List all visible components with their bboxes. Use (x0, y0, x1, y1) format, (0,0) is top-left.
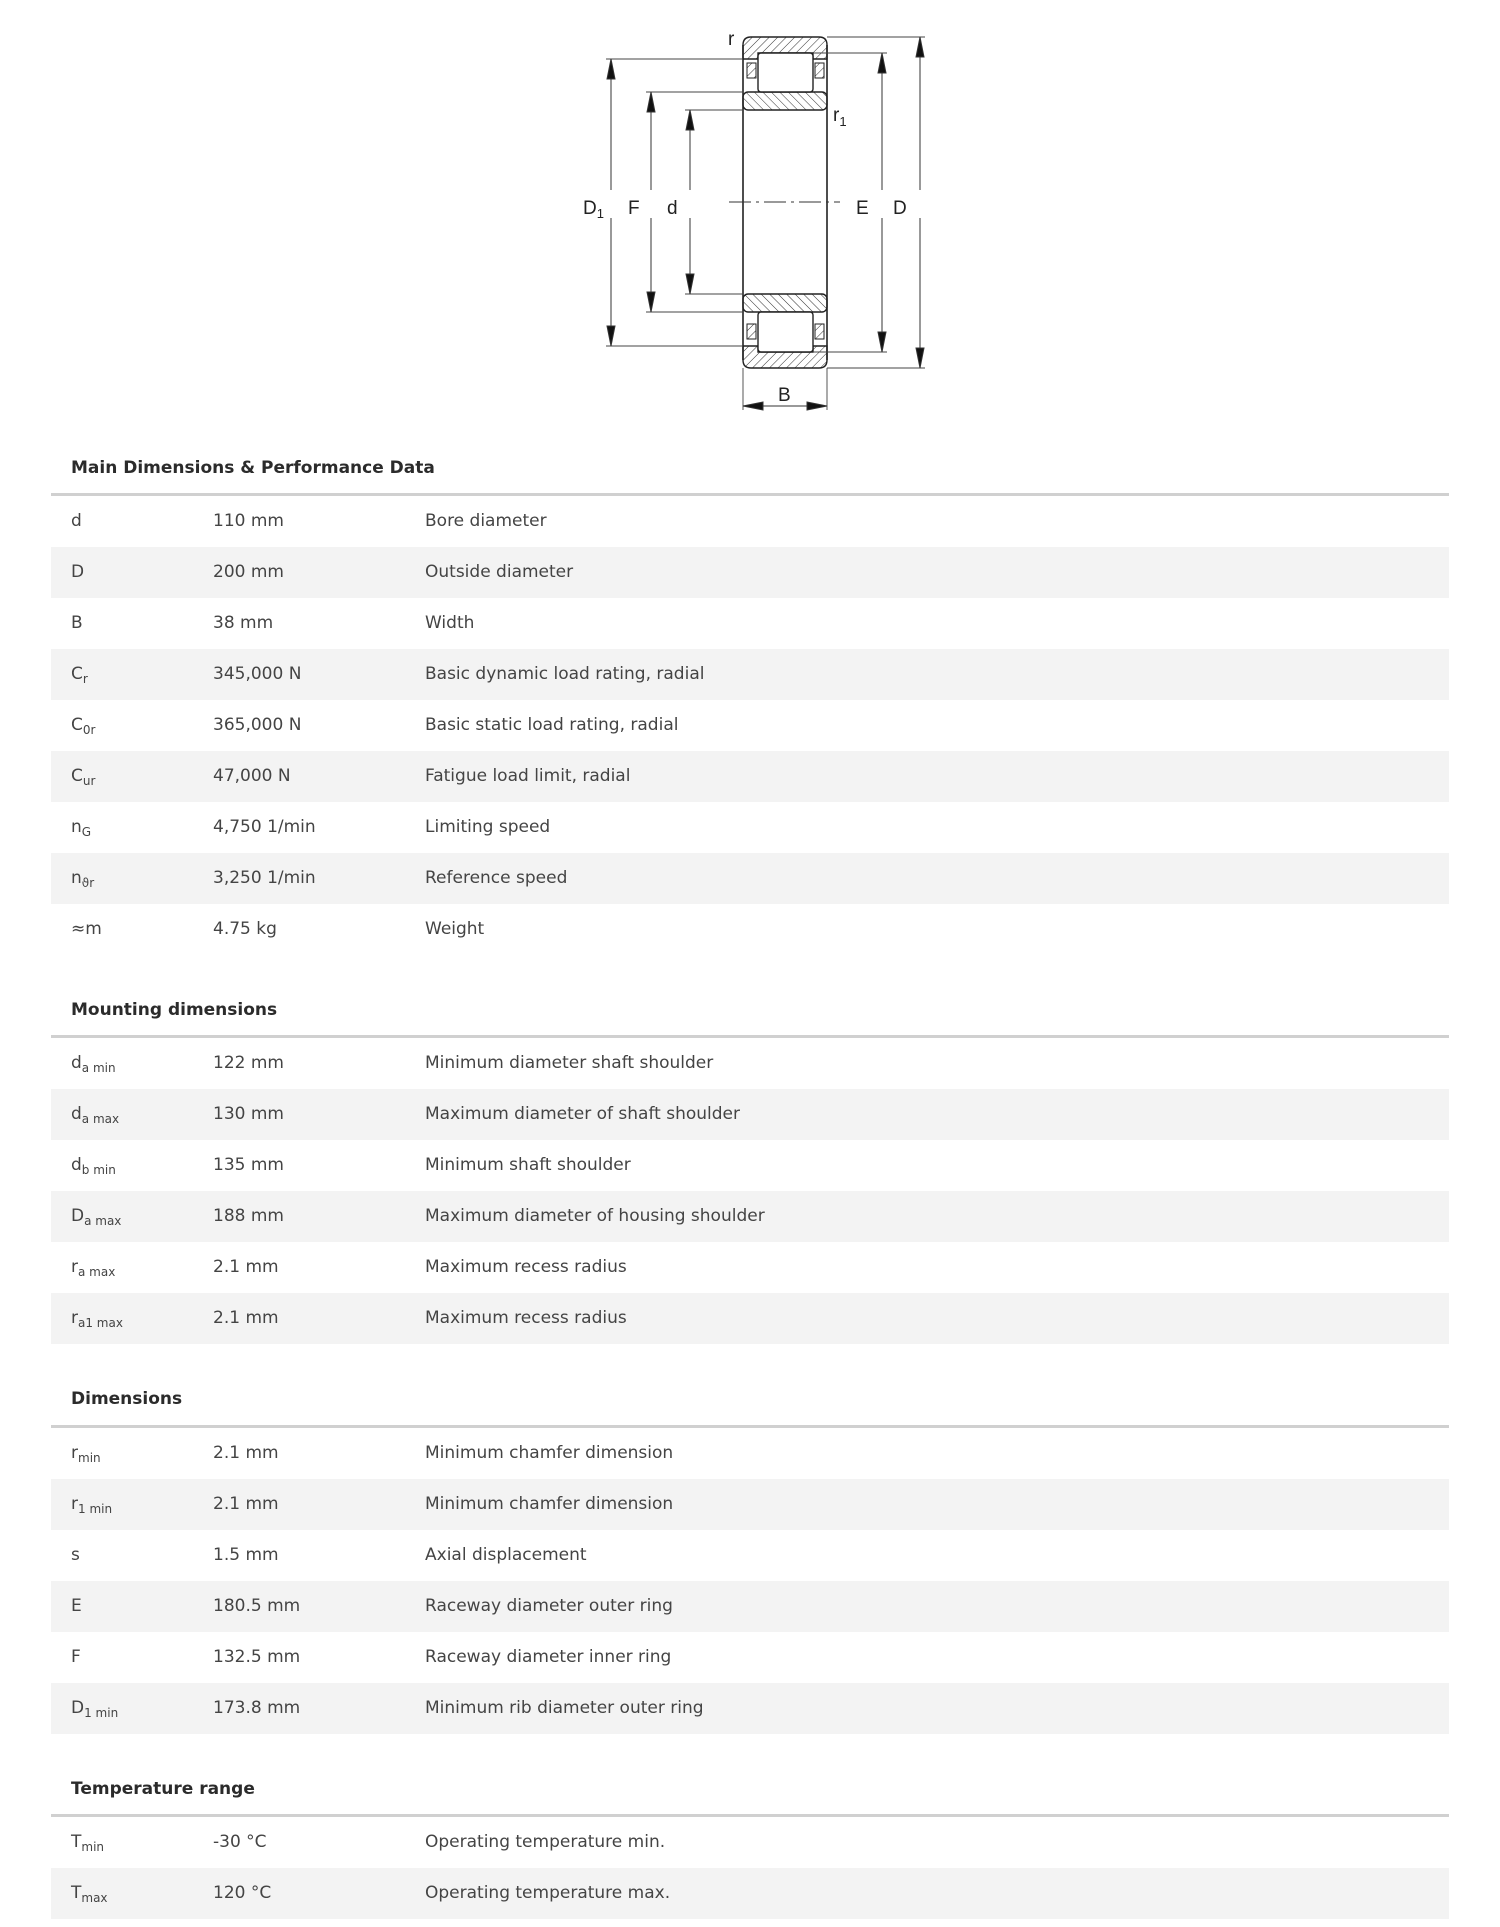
table-row (51, 1632, 1449, 1683)
table-row (51, 1683, 1449, 1734)
symbol-base: d (71, 1053, 82, 1073)
row-value: -30 °C (213, 1832, 267, 1852)
symbol-subscript: a min (81, 1061, 116, 1075)
cage-bottom-left (747, 324, 756, 339)
symbol-base: d (71, 511, 82, 531)
table-row (51, 1817, 1449, 1868)
symbol-base: T (71, 1832, 82, 1852)
symbol-subscript: a max (84, 1214, 122, 1228)
symbol-subscript: 1 min (78, 1502, 113, 1516)
row-symbol (71, 1683, 118, 1734)
row-symbol (71, 700, 95, 751)
label-r1-sub: 1 (839, 114, 847, 129)
symbol-subscript: 0r (82, 723, 96, 737)
row-symbol (71, 1293, 123, 1344)
row-value: 2.1 mm (213, 1257, 279, 1277)
row-symbol (71, 1479, 112, 1530)
symbol-base: C (71, 766, 83, 786)
symbol-base: s (71, 1545, 80, 1565)
row-symbol (71, 853, 94, 904)
symbol-base: r (71, 1443, 78, 1463)
row-symbol (71, 1242, 115, 1293)
bearing-cross-section-diagram (560, 20, 960, 420)
cage-top-right (815, 63, 824, 78)
row-description: Operating temperature min. (425, 1832, 666, 1852)
row-description: Width (425, 613, 475, 633)
row-symbol (71, 1868, 108, 1919)
symbol-subscript: ϑr (81, 876, 95, 890)
label-D: D (893, 198, 907, 219)
symbol-base: n (71, 868, 82, 888)
row-value: 4.75 kg (213, 919, 277, 939)
spec-table (51, 496, 1449, 955)
row-description: Maximum diameter of housing shoulder (425, 1206, 765, 1226)
label-F: F (628, 198, 640, 219)
row-value: 200 mm (213, 562, 284, 582)
symbol-base: T (71, 1883, 82, 1903)
row-description: Minimum diameter shaft shoulder (425, 1053, 714, 1073)
label-B: B (778, 385, 791, 406)
table-row (51, 649, 1449, 700)
symbol-base: E (71, 1596, 82, 1616)
symbol-subscript: b min (81, 1163, 116, 1177)
row-symbol (71, 802, 91, 853)
row-symbol (71, 751, 95, 802)
row-value: 188 mm (213, 1206, 284, 1226)
symbol-base: d (71, 1155, 82, 1175)
label-E: E (856, 198, 869, 219)
row-value: 110 mm (213, 511, 284, 531)
row-description: Raceway diameter outer ring (425, 1596, 673, 1616)
row-description: Operating temperature max. (425, 1883, 671, 1903)
label-r1-base: r (833, 105, 840, 126)
row-value: 47,000 N (213, 766, 291, 786)
section-title: Temperature range (71, 1779, 255, 1799)
symbol-base: D (71, 1206, 85, 1226)
table-row (51, 1868, 1449, 1919)
row-description: Weight (425, 919, 485, 939)
row-value: 2.1 mm (213, 1443, 279, 1463)
symbol-subscript: 1 min (84, 1706, 119, 1720)
symbol-base: d (71, 1104, 82, 1124)
table-row (51, 1140, 1449, 1191)
spec-table (51, 1038, 1449, 1344)
table-row (51, 1191, 1449, 1242)
row-value: 130 mm (213, 1104, 284, 1124)
row-value: 345,000 N (213, 664, 302, 684)
symbol-base: D (71, 562, 85, 582)
row-symbol (71, 1581, 82, 1632)
row-value: 365,000 N (213, 715, 302, 735)
label-D1-sub: 1 (596, 206, 604, 221)
row-symbol (71, 904, 102, 955)
label-D1-base: D (583, 198, 597, 219)
table-row (51, 1089, 1449, 1140)
table-row (51, 1581, 1449, 1632)
table-row (51, 1479, 1449, 1530)
label-d: d (667, 198, 678, 219)
row-symbol (71, 598, 83, 649)
row-value: 4,750 1/min (213, 817, 316, 837)
section-title: Mounting dimensions (71, 1000, 278, 1020)
row-description: Raceway diameter inner ring (425, 1647, 672, 1667)
row-description: Axial displacement (425, 1545, 587, 1565)
table-row (51, 700, 1449, 751)
row-symbol (71, 1632, 81, 1683)
label-D1 (583, 198, 604, 221)
symbol-subscript: ur (82, 774, 96, 788)
row-description: Minimum shaft shoulder (425, 1155, 631, 1175)
row-symbol (71, 1817, 104, 1868)
cage-bottom-right (815, 324, 824, 339)
symbol-subscript: r (82, 672, 88, 686)
row-description: Limiting speed (425, 817, 551, 837)
symbol-base: r (71, 1257, 78, 1277)
inner-ring-top (743, 92, 827, 110)
roller-bottom (758, 312, 813, 352)
spec-table (51, 1428, 1449, 1734)
symbol-subscript: a max (78, 1265, 116, 1279)
table-row (51, 1242, 1449, 1293)
row-symbol (71, 1530, 80, 1581)
row-value: 173.8 mm (213, 1698, 301, 1718)
row-description: Minimum chamfer dimension (425, 1494, 674, 1514)
table-row (51, 751, 1449, 802)
cage-top-left (747, 63, 756, 78)
row-symbol (71, 496, 82, 547)
table-row (51, 1530, 1449, 1581)
section-title: Main Dimensions & Performance Data (71, 458, 435, 478)
row-description: Minimum rib diameter outer ring (425, 1698, 704, 1718)
symbol-subscript: min (81, 1840, 105, 1854)
row-symbol (71, 649, 88, 700)
row-description: Maximum diameter of shaft shoulder (425, 1104, 740, 1124)
symbol-base: D (71, 1698, 85, 1718)
symbol-base: r (71, 1308, 78, 1328)
row-description: Reference speed (425, 868, 568, 888)
table-row (51, 802, 1449, 853)
row-description: Minimum chamfer dimension (425, 1443, 674, 1463)
table-row (51, 1293, 1449, 1344)
row-value: 132.5 mm (213, 1647, 301, 1667)
symbol-base: F (71, 1647, 81, 1667)
table-row (51, 904, 1449, 955)
table-row (51, 1038, 1449, 1089)
row-value: 38 mm (213, 613, 274, 633)
label-r: r (728, 29, 735, 50)
table-row (51, 547, 1449, 598)
row-value: 180.5 mm (213, 1596, 301, 1616)
table-row (51, 1428, 1449, 1479)
row-description: Bore diameter (425, 511, 547, 531)
row-symbol (71, 1191, 121, 1242)
symbol-base: ≈m (71, 919, 102, 939)
symbol-base: B (71, 613, 83, 633)
roller-top (758, 53, 813, 92)
symbol-subscript: max (81, 1891, 108, 1905)
row-symbol (71, 1140, 116, 1191)
symbol-base: n (71, 817, 82, 837)
table-row (51, 598, 1449, 649)
label-r1 (833, 105, 847, 129)
section-title: Dimensions (71, 1389, 183, 1409)
row-description: Basic static load rating, radial (425, 715, 679, 735)
row-symbol (71, 1038, 116, 1089)
row-description: Maximum recess radius (425, 1257, 627, 1277)
symbol-subscript: a max (81, 1112, 120, 1126)
table-row (51, 496, 1449, 547)
row-symbol (71, 1428, 101, 1479)
row-description: Fatigue load limit, radial (425, 766, 631, 786)
row-value: 2.1 mm (213, 1494, 279, 1514)
symbol-base: C (71, 664, 83, 684)
row-value: 120 °C (213, 1883, 272, 1903)
symbol-subscript: min (78, 1451, 101, 1465)
row-value: 1.5 mm (213, 1545, 279, 1565)
row-symbol (71, 1089, 119, 1140)
row-value: 2.1 mm (213, 1308, 279, 1328)
symbol-subscript: a1 max (78, 1316, 123, 1330)
row-symbol (71, 547, 84, 598)
symbol-base: C (71, 715, 83, 735)
table-row (51, 853, 1449, 904)
row-description: Maximum recess radius (425, 1308, 627, 1328)
inner-ring-bottom (743, 294, 827, 312)
row-description: Outside diameter (425, 562, 574, 582)
spec-table (51, 1817, 1449, 1919)
symbol-base: r (71, 1494, 78, 1514)
row-value: 122 mm (213, 1053, 284, 1073)
symbol-subscript: G (81, 825, 92, 839)
row-description: Basic dynamic load rating, radial (425, 664, 705, 684)
row-value: 3,250 1/min (213, 868, 316, 888)
row-value: 135 mm (213, 1155, 284, 1175)
